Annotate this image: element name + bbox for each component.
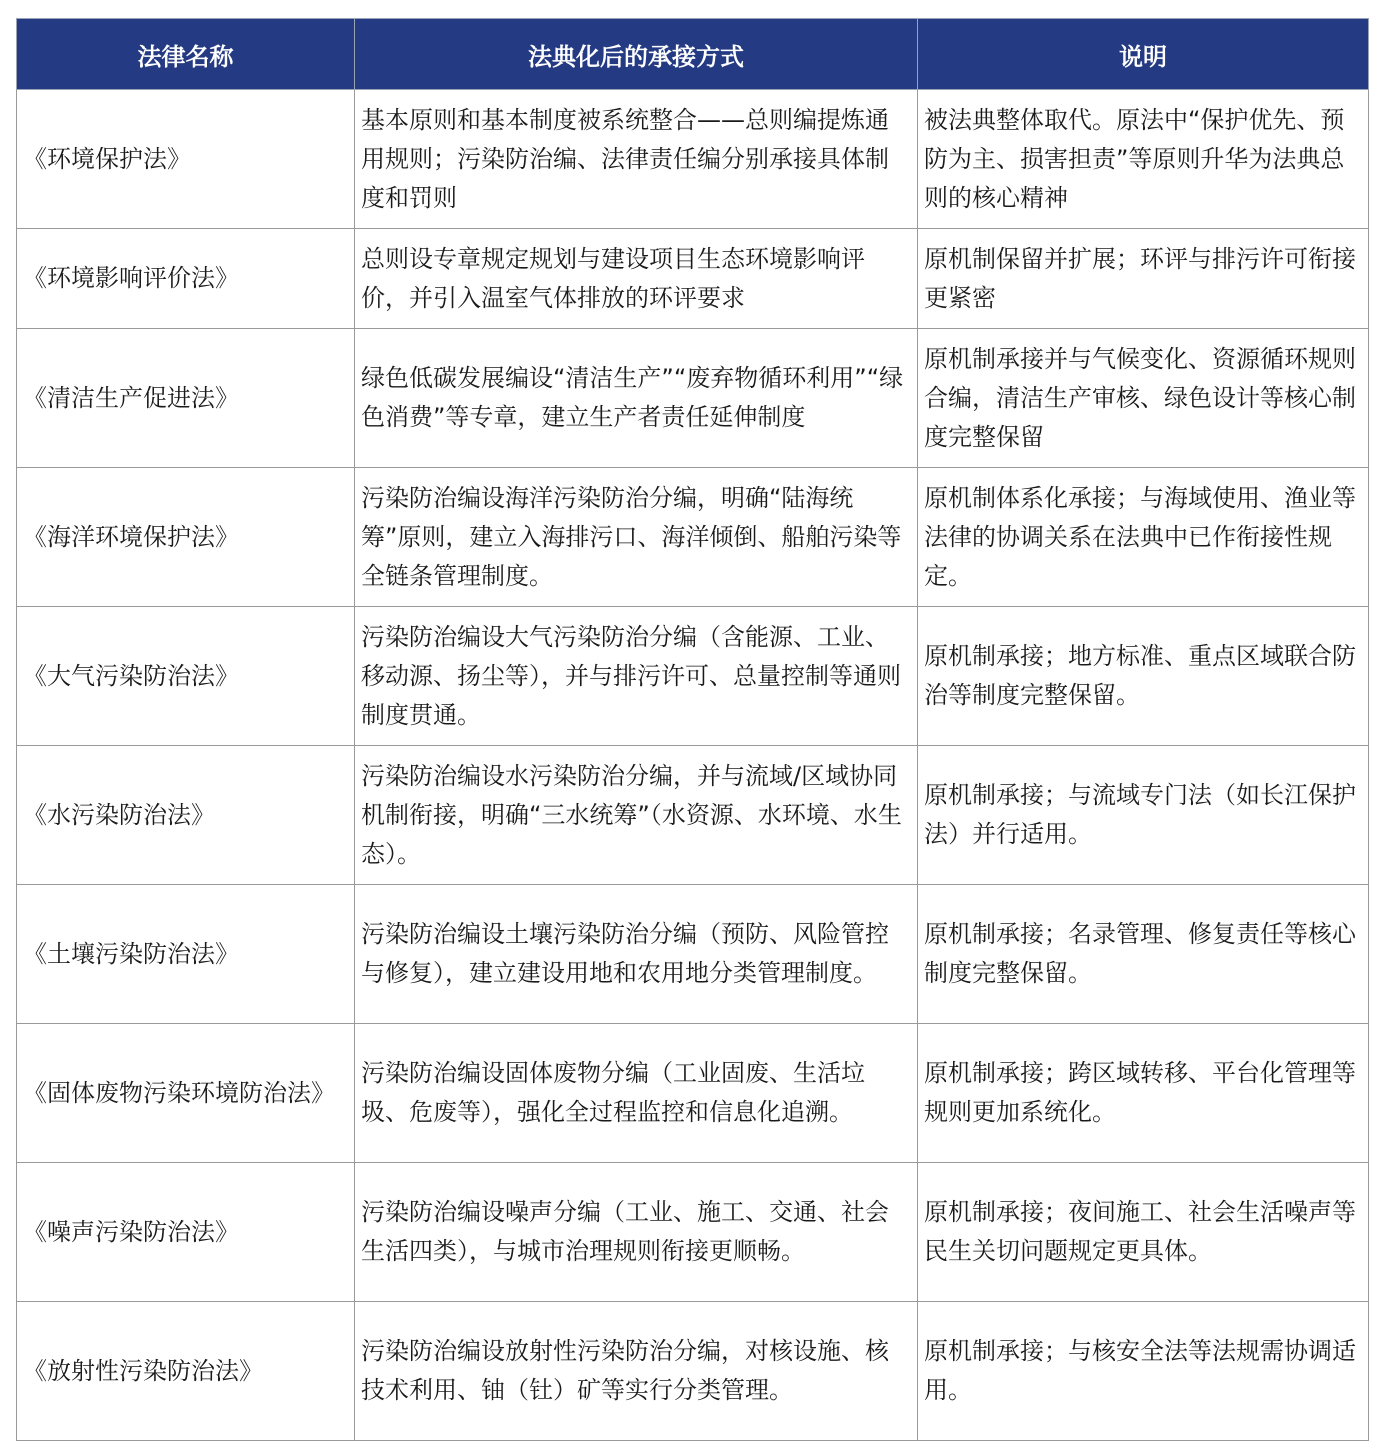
header-codification-method: 法典化后的承接方式: [355, 19, 918, 90]
table-row: [17, 90, 1369, 229]
note-cell: 原机制承接；与流域专门法（如长江保护法）并行适用。: [918, 746, 1369, 885]
table-row: [17, 329, 1369, 468]
method-cell: 污染防治编设大气污染防治分编（含能源、工业、移动源、扬尘等），并与排污许可、总量控制等通则制度贯通。: [355, 607, 918, 746]
law-name-cell: 《环境影响评价法》: [17, 229, 355, 329]
table-row: [17, 885, 1369, 1024]
table-header-row: [17, 19, 1369, 90]
law-name-cell: 《清洁生产促进法》: [17, 329, 355, 468]
method-cell: 污染防治编设水污染防治分编，并与流域/区域协同机制衔接，明确“三水统筹”（水资源、水环境、水生态）。: [355, 746, 918, 885]
note-cell: 原机制承接；跨区域转移、平台化管理等规则更加系统化。: [918, 1024, 1369, 1163]
method-cell: 污染防治编设海洋污染防治分编，明确“陆海统筹”原则，建立入海排污口、海洋倾倒、船舶污染等全链条管理制度。: [355, 468, 918, 607]
law-name-cell: 《固体废物污染环境防治法》: [17, 1024, 355, 1163]
note-cell: 原机制体系化承接；与海域使用、渔业等法律的协调关系在法典中已作衔接性规定。: [918, 468, 1369, 607]
table-row: [17, 746, 1369, 885]
table-row: [17, 1163, 1369, 1302]
law-name-cell: 《噪声污染防治法》: [17, 1163, 355, 1302]
note-cell: 原机制保留并扩展；环评与排污许可衔接更紧密: [918, 229, 1369, 329]
law-name-cell: 《海洋环境保护法》: [17, 468, 355, 607]
note-cell: 原机制承接；与核安全法等法规需协调适用。: [918, 1302, 1369, 1441]
law-name-cell: 《环境保护法》: [17, 90, 355, 229]
law-name-cell: 《大气污染防治法》: [17, 607, 355, 746]
law-name-cell: 《水污染防治法》: [17, 746, 355, 885]
table-row: [17, 607, 1369, 746]
law-name-cell: 《放射性污染防治法》: [17, 1302, 355, 1441]
method-cell: 污染防治编设土壤污染防治分编（预防、风险管控与修复），建立建设用地和农用地分类管理制度。: [355, 885, 918, 1024]
table-row: [17, 468, 1369, 607]
method-cell: 绿色低碳发展编设“清洁生产”“废弃物循环利用”“绿色消费”等专章，建立生产者责任延伸制度: [355, 329, 918, 468]
method-cell: 基本原则和基本制度被系统整合——总则编提炼通用规则；污染防治编、法律责任编分别承接具体制度和罚则: [355, 90, 918, 229]
note-cell: 原机制承接；地方标准、重点区域联合防治等制度完整保留。: [918, 607, 1369, 746]
method-cell: 总则设专章规定规划与建设项目生态环境影响评价，并引入温室气体排放的环评要求: [355, 229, 918, 329]
method-cell: 污染防治编设固体废物分编（工业固废、生活垃圾、危废等），强化全过程监控和信息化追溯。: [355, 1024, 918, 1163]
header-explanation: 说明: [918, 19, 1369, 90]
law-table-container: [16, 18, 1369, 1441]
note-cell: 被法典整体取代。原法中“保护优先、预防为主、损害担责”等原则升华为法典总则的核心精神: [918, 90, 1369, 229]
law-codification-table: [16, 18, 1369, 1441]
method-cell: 污染防治编设放射性污染防治分编，对核设施、核技术利用、铀（钍）矿等实行分类管理。: [355, 1302, 918, 1441]
table-row: [17, 1024, 1369, 1163]
table-row: [17, 1302, 1369, 1441]
header-law-name: 法律名称: [17, 19, 355, 90]
note-cell: 原机制承接并与气候变化、资源循环规则合编，清洁生产审核、绿色设计等核心制度完整保留: [918, 329, 1369, 468]
table-row: [17, 229, 1369, 329]
law-name-cell: 《土壤污染防治法》: [17, 885, 355, 1024]
note-cell: 原机制承接；夜间施工、社会生活噪声等民生关切问题规定更具体。: [918, 1163, 1369, 1302]
method-cell: 污染防治编设噪声分编（工业、施工、交通、社会生活四类），与城市治理规则衔接更顺畅。: [355, 1163, 918, 1302]
note-cell: 原机制承接；名录管理、修复责任等核心制度完整保留。: [918, 885, 1369, 1024]
